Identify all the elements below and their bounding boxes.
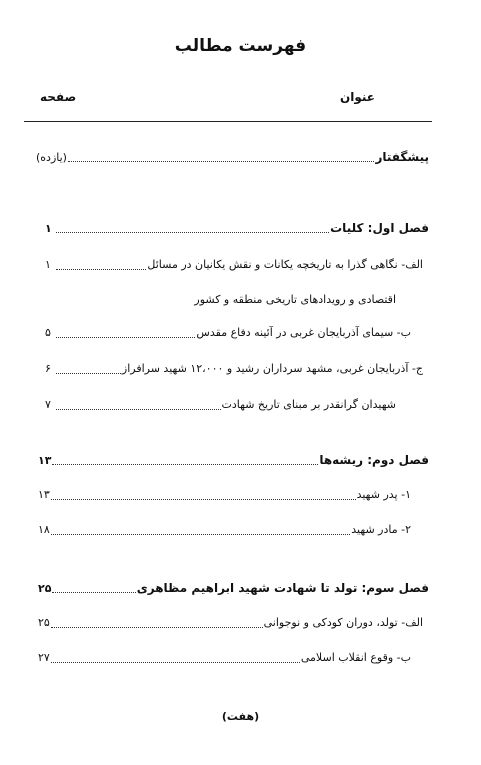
toc-entry-chapter-1[interactable] (45, 218, 429, 238)
toc-entry-page: ۲۷ (38, 651, 50, 664)
header-divider (24, 121, 432, 122)
toc-entry[interactable] (38, 520, 411, 540)
toc-leader-dots (68, 160, 374, 162)
page-title: فهرست مطالب (174, 36, 307, 56)
toc-leader-dots (56, 408, 221, 410)
toc-entry-page: ۱ (45, 222, 52, 235)
toc-entry[interactable] (45, 395, 396, 415)
toc-entry-text: پیشگفتار (375, 150, 429, 164)
toc-entry-text: الف- نگاهی گذرا به تاریخچه یکانات و نقش یکانیان در مسائل (147, 258, 423, 271)
toc-entry[interactable] (45, 323, 411, 343)
toc-entry[interactable] (38, 485, 411, 505)
toc-entry-page: ۷ (45, 398, 51, 411)
toc-entry-text: ب- سیمای آذربایجان غربی در آئینه دفاع مقدس (196, 326, 411, 339)
toc-entry-page: ۱۳ (38, 488, 50, 501)
toc-entry[interactable] (45, 255, 423, 275)
toc-entry-page: ۲۵ (38, 582, 52, 595)
toc-leader-dots (52, 591, 135, 593)
toc-entry-page: ۵ (45, 326, 51, 339)
toc-entry[interactable] (45, 359, 423, 379)
toc-entry[interactable] (38, 613, 423, 633)
toc-leader-dots (52, 463, 318, 465)
column-header-page: صفحه (40, 90, 77, 104)
toc-entry-text: شهیدان گرانقدر بر مبنای تاریخ شهادت (221, 398, 396, 411)
toc-entry-text: ۱- پدر شهید (356, 488, 411, 501)
toc-entry-page: ۱۸ (38, 523, 50, 536)
toc-leader-dots (56, 268, 146, 270)
toc-entry-text: ۲- مادر شهید (351, 523, 411, 536)
toc-entry-text: فصل اول: کلیات (330, 221, 429, 235)
toc-entry-chapter-3[interactable] (38, 578, 429, 598)
toc-entry-text: فصل سوم: تولد تا شهادت شهید ابراهیم مظاهری (136, 581, 429, 595)
column-header-title: عنوان (340, 90, 375, 104)
toc-entry-text: فصل دوم: ریشه‌ها (319, 453, 429, 467)
toc-leader-dots (51, 626, 263, 628)
toc-entry-chapter-2[interactable] (38, 450, 429, 470)
toc-entry-preface[interactable] (36, 147, 429, 167)
toc-entry[interactable] (38, 648, 411, 668)
toc-entry-page: ۲۵ (38, 616, 50, 629)
page-number: (هفت) (221, 710, 260, 723)
toc-entry-page: (یازده) (36, 151, 67, 164)
toc-leader-dots (56, 372, 121, 374)
toc-leader-dots (51, 498, 356, 500)
toc-entry-page: ۱ (45, 258, 51, 271)
toc-entry-page: ۱۳ (38, 454, 52, 467)
toc-entry-continuation: اقتصادی و رویدادهای تاریخی منطقه و کشور (194, 293, 396, 306)
toc-entry-text: الف- تولد، دوران کودکی و نوجوانی (263, 616, 423, 629)
toc-leader-dots (51, 533, 350, 535)
toc-entry-page: ۶ (45, 362, 51, 375)
toc-entry-text: ج- آذربایجان غربی، مشهد سرداران رشید و ۱۲،۰۰۰ شهید سرافراز (121, 362, 423, 375)
toc-leader-dots (51, 661, 300, 663)
toc-entry-text: ب- وقوع انقلاب اسلامی (300, 651, 411, 664)
toc-leader-dots (56, 231, 329, 233)
toc-leader-dots (56, 336, 195, 338)
